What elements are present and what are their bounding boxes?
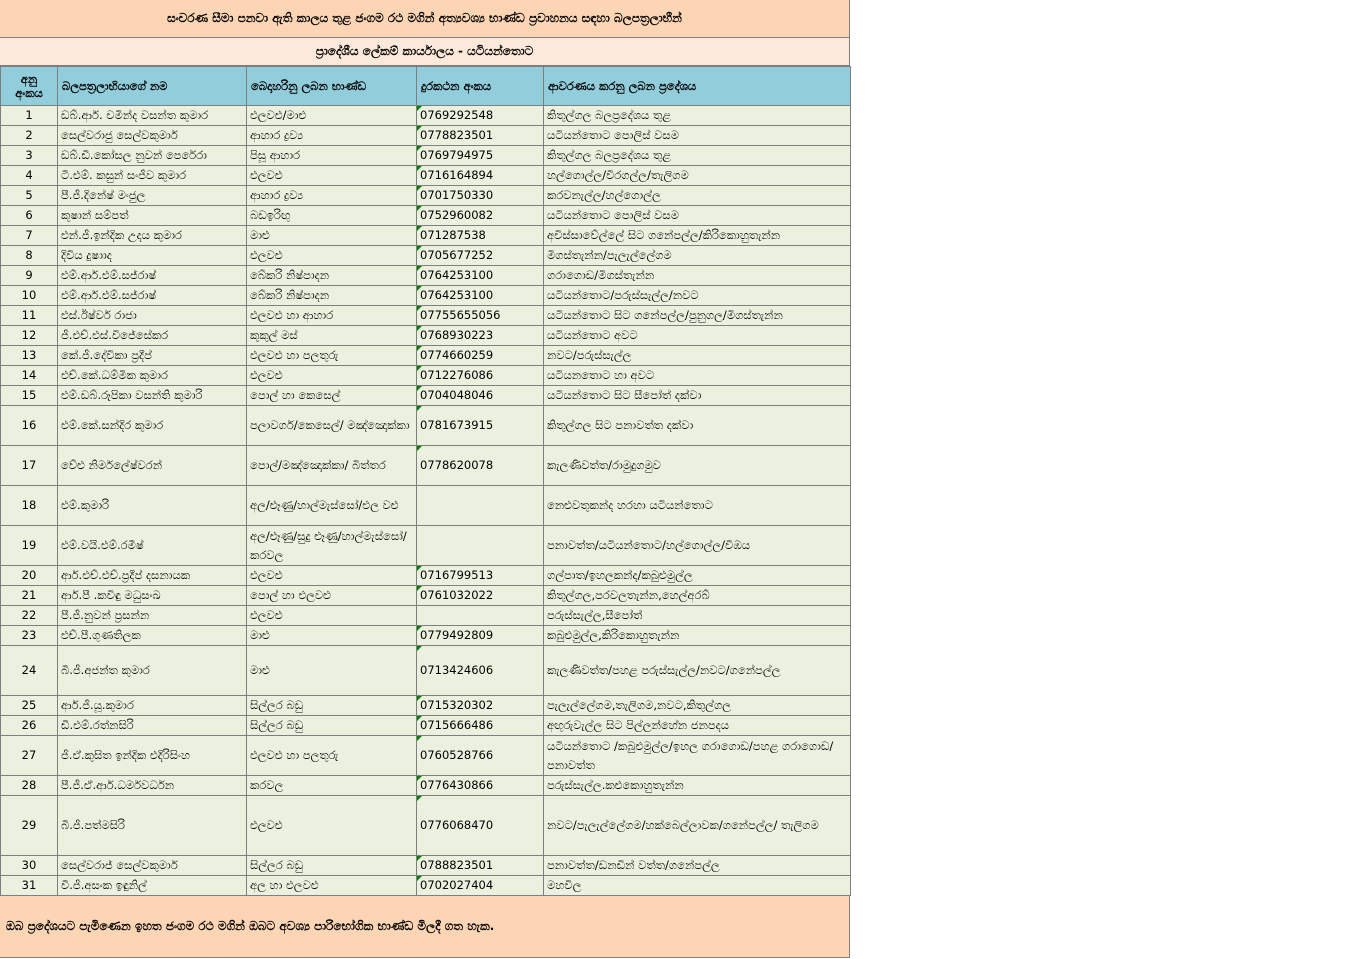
- cell-goods: අල/ළූණු/සුදු ළූණු/හාල්මැස්සෝ/කරවල: [247, 526, 417, 566]
- cell-area: පැලැල්ලේගම,තැලිගම,නවට,කිතුල්ගල: [544, 696, 851, 716]
- cell-goods: ආහාර ද්‍රව්‍ය: [247, 186, 417, 206]
- cell-area: පනාවත්ත/යටියන්තොට/හල්ගොල්ල/විඹය: [544, 526, 851, 566]
- table-row: [1, 226, 851, 246]
- cell-name: එච්.පී.ගුණතිලක: [58, 626, 247, 646]
- cell-goods: එලවළු: [247, 366, 417, 386]
- cell-goods: එලවළු: [247, 796, 417, 856]
- table-row: [1, 626, 851, 646]
- cell-name: ඩී.එම්.රත්නසිරි: [58, 716, 247, 736]
- cell-phone: 0764253100: [417, 286, 544, 306]
- cell-goods: මාළු: [247, 626, 417, 646]
- header-area: ආවරණය කරනු ලබන ප්‍රදේශය: [544, 67, 851, 106]
- cell-name: ඩබ්.ආර්. චමින්ද වසන්ත කුමාර: [58, 106, 247, 126]
- cell-name: සෙල්වරාජ් සෙල්වකුමාර්: [58, 856, 247, 876]
- header-serial-no-line1: අනු: [20, 72, 38, 86]
- table-row: [1, 856, 851, 876]
- cell-serial-no: 17: [1, 446, 58, 486]
- cell-serial-no: 3: [1, 146, 58, 166]
- cell-phone: [417, 526, 544, 566]
- table-row: [1, 586, 851, 606]
- header-serial-no-line2: අංකය: [15, 86, 43, 100]
- cell-phone: 0702027404: [417, 876, 544, 896]
- cell-phone: 0715320302: [417, 696, 544, 716]
- table-row: [1, 326, 851, 346]
- cell-goods: එලවළු: [247, 606, 417, 626]
- cell-name: එම්.ඩබ්.රූපිකා වසන්ති කුමාරි: [58, 386, 247, 406]
- table-row: [1, 796, 851, 856]
- cell-serial-no: 19: [1, 526, 58, 566]
- cell-name: පී.ජී.නුවන් ප්‍රසන්න: [58, 606, 247, 626]
- table-row: [1, 526, 851, 566]
- cell-phone: 0769794975: [417, 146, 544, 166]
- cell-serial-no: 13: [1, 346, 58, 366]
- cell-phone: 0778620078: [417, 446, 544, 486]
- table-row: [1, 876, 851, 896]
- cell-name: කේ.ජී.දේවිකා ප්‍රදීප්: [58, 346, 247, 366]
- cell-phone: 0701750330: [417, 186, 544, 206]
- cell-phone: 0715666486: [417, 716, 544, 736]
- cell-area: කැලණිවත්ත/රාමුදුගමුව: [544, 446, 851, 486]
- cell-area: යටියන්තොට සිට ගනේපල්ල/පුනුගල/මිගස්තැන්න: [544, 306, 851, 326]
- table-row: [1, 736, 851, 776]
- sheet-subtitle: ප්‍රාදේශීය ලේකම් කාර්යාලය - යටියන්තොට: [0, 38, 850, 66]
- cell-area: නවට/පැලැල්ලේගම/හක්බෙල්ලාවක/ගනේපල්ල/ තැලිගම: [544, 796, 851, 856]
- table-row: [1, 166, 851, 186]
- cell-goods: එලවළු/මාළු: [247, 106, 417, 126]
- cell-goods: කරවල: [247, 776, 417, 796]
- cell-area: කබුළුමුල්ල,කිරිකොහුතැන්න: [544, 626, 851, 646]
- cell-area: කිතුල්ගල සිට පනාවත්ත දක්වා: [544, 406, 851, 446]
- cell-serial-no: 6: [1, 206, 58, 226]
- cell-goods: මාළු: [247, 226, 417, 246]
- cell-goods: මාළු: [247, 646, 417, 696]
- cell-goods: එලවළු හා ආහාර: [247, 306, 417, 326]
- cell-phone: 0781673915: [417, 406, 544, 446]
- cell-serial-no: 21: [1, 586, 58, 606]
- table-header-row: [1, 67, 851, 106]
- cell-goods: එලවළු: [247, 166, 417, 186]
- cell-name: කුෂාන් සම්පත්: [58, 206, 247, 226]
- cell-phone: 0778823501: [417, 126, 544, 146]
- table-row: [1, 486, 851, 526]
- cell-serial-no: 18: [1, 486, 58, 526]
- cell-area: මිගස්තැන්න/පැලැල්ලේගම: [544, 246, 851, 266]
- cell-name: එස්.ඊෂ්වර් රාජා: [58, 306, 247, 326]
- table-row: [1, 126, 851, 146]
- cell-serial-no: 2: [1, 126, 58, 146]
- cell-area: කිතුල්ගල,පරවලතැන්න,හෙල්අරබ්: [544, 586, 851, 606]
- cell-serial-no: 11: [1, 306, 58, 326]
- cell-goods: කුකුල් මස්: [247, 326, 417, 346]
- cell-phone: 0776068470: [417, 796, 544, 856]
- cell-phone: 0764253100: [417, 266, 544, 286]
- cell-name: එන්.ජී.ඉන්දික උදය කුමාර: [58, 226, 247, 246]
- table-row: [1, 286, 851, 306]
- cell-name: ටී.එම්. කසුන් සංජීව කුමාර: [58, 166, 247, 186]
- cell-name: එම්.ආර්.එම්.සජ්රාෂ්: [58, 266, 247, 286]
- table-row: [1, 696, 851, 716]
- cell-goods: පිසූ ආහාර: [247, 146, 417, 166]
- cell-goods: එලවළු: [247, 566, 417, 586]
- cell-serial-no: 7: [1, 226, 58, 246]
- cell-serial-no: 25: [1, 696, 58, 716]
- table-row: [1, 366, 851, 386]
- cell-serial-no: 23: [1, 626, 58, 646]
- cell-goods: සිල්ලර බඩු: [247, 716, 417, 736]
- cell-name: එම්.කුමාරි: [58, 486, 247, 526]
- table-row: [1, 206, 851, 226]
- cell-area: යටියනතොට හා අවට: [544, 366, 851, 386]
- cell-goods: බඩඉරිඟු: [247, 206, 417, 226]
- table-row: [1, 386, 851, 406]
- cell-phone: 0768930223: [417, 326, 544, 346]
- cell-serial-no: 9: [1, 266, 58, 286]
- table-row: [1, 346, 851, 366]
- cell-goods: එලවළු හා පලතුරු: [247, 736, 417, 776]
- cell-serial-no: 24: [1, 646, 58, 696]
- cell-serial-no: 12: [1, 326, 58, 346]
- cell-serial-no: 8: [1, 246, 58, 266]
- cell-name: වී.ජී.අසංක ඉඳුනිල්: [58, 876, 247, 896]
- cell-goods: බේකරි නිෂ්පාදන: [247, 266, 417, 286]
- cell-goods: එලවළු: [247, 246, 417, 266]
- cell-area: ගල්පාත/ඉහලකන්ද/කබුළුමුල්ල: [544, 566, 851, 586]
- cell-phone: [417, 486, 544, 526]
- cell-name: ආර්.එච්.එච්.ප්‍රදීප් දසනායක: [58, 566, 247, 586]
- cell-phone: [417, 606, 544, 626]
- header-phone: දුරකථන අංකය: [417, 67, 544, 106]
- cell-area: ගරාගොඩ/මිගස්තැන්න: [544, 266, 851, 286]
- cell-name: එම්.ආර්.එම්.සජ්රාෂ්: [58, 286, 247, 306]
- cell-area: කිතුල්ගල බලප්‍රදේශය තුළ: [544, 146, 851, 166]
- cell-name: බී.ජී.පත්මසිරි: [58, 796, 247, 856]
- cell-name: එම්.වයි.එම්.රමීෂ්: [58, 526, 247, 566]
- cell-phone: 0712276086: [417, 366, 544, 386]
- cell-goods: එලවළු හා පලතුරු: [247, 346, 417, 366]
- cell-serial-no: 30: [1, 856, 58, 876]
- cell-goods: සිල්ලර බඩු: [247, 856, 417, 876]
- table-row: [1, 186, 851, 206]
- cell-goods: අල හා එලවළු: [247, 876, 417, 896]
- cell-goods: පොල්/මඤ්ඤොක්කා/ බිත්තර: [247, 446, 417, 486]
- cell-serial-no: 28: [1, 776, 58, 796]
- cell-area: අඟුරුවැල්ල සිට පිල්ලන්හේන ජනපදය: [544, 716, 851, 736]
- cell-area: පරුස්සැල්ල.කළුකොහුතැන්න: [544, 776, 851, 796]
- cell-phone: 0761032022: [417, 586, 544, 606]
- cell-serial-no: 10: [1, 286, 58, 306]
- cell-phone: 0774660259: [417, 346, 544, 366]
- cell-area: යටියන්තොට පොලිස් වසම: [544, 126, 851, 146]
- header-serial-no: [1, 67, 58, 106]
- cell-serial-no: 14: [1, 366, 58, 386]
- table-row: [1, 146, 851, 166]
- table-row: [1, 266, 851, 286]
- cell-name: සෙල්වරාජු සෙල්වකුමාර්: [58, 126, 247, 146]
- cell-serial-no: 29: [1, 796, 58, 856]
- cell-area: යටියන්තොට සිට සීපෝත් දක්වා: [544, 386, 851, 406]
- cell-area: කිතුල්ගල බලප්‍රදේශය තුළ: [544, 106, 851, 126]
- cell-phone: 0760528766: [417, 736, 544, 776]
- table-row: [1, 606, 851, 626]
- header-name: බලපත්‍රලාභියාගේ නම: [58, 67, 247, 106]
- cell-phone: 0705677252: [417, 246, 544, 266]
- cell-serial-no: 26: [1, 716, 58, 736]
- cell-serial-no: 31: [1, 876, 58, 896]
- cell-goods: බේකරි නිෂ්පාදන: [247, 286, 417, 306]
- cell-area: කරවනැල්ල/හල්ගොල්ල: [544, 186, 851, 206]
- cell-area: යටියන්තොට අවට: [544, 326, 851, 346]
- cell-phone: 0779492809: [417, 626, 544, 646]
- sheet-footer-note: ඔබ ප්‍රදේශයට පැමිණෙන ඉහත ජංගම රථ මගින් ඔබට අවශ්‍ය පාරිභෝගික භාණ්ඩ මිලදී ගත හැක.: [0, 896, 850, 958]
- cell-goods: සිල්ලර බඩු: [247, 696, 417, 716]
- cell-area: යටියන්තොට පොලිස් වසම: [544, 206, 851, 226]
- cell-name: ආර්.ජී.යූ.කුමාර: [58, 696, 247, 716]
- cell-name: ජී.ඒ.කුසිත ඉන්දික එදිරිසිංහ: [58, 736, 247, 776]
- table-row: [1, 446, 851, 486]
- table-row: [1, 646, 851, 696]
- cell-serial-no: 15: [1, 386, 58, 406]
- cell-area: නවට/පරුස්සැල්ල: [544, 346, 851, 366]
- cell-goods: පලාවර්ග/කෙසෙල්/ මඤ්ඤොක්කා: [247, 406, 417, 446]
- cell-goods: අල/ළූණු/හාල්මැස්සෝ/එල වළු: [247, 486, 417, 526]
- table-row: [1, 776, 851, 796]
- cell-serial-no: 1: [1, 106, 58, 126]
- cell-area: මහවිල: [544, 876, 851, 896]
- cell-goods: පොල් හා කෙසෙල්: [247, 386, 417, 406]
- table-row: [1, 566, 851, 586]
- cell-area: නෙළුවතුකන්ද හරහා යටියන්තොට: [544, 486, 851, 526]
- cell-serial-no: 22: [1, 606, 58, 626]
- cell-serial-no: 4: [1, 166, 58, 186]
- cell-name: පී.ජී.දිනේෂ් මංජුල: [58, 186, 247, 206]
- cell-name: වේළු නිර්මලේෂ්වරන්: [58, 446, 247, 486]
- sheet-title: සංචරණ සීමා පනවා ඇති කාලය තුළ ජංගම රථ මගින් අත්‍යවශ්‍ය භාණ්ඩ ප්‍රවාහනය සඳහා බලපත්‍රලාභීන්: [0, 0, 850, 38]
- table-row: [1, 406, 851, 446]
- header-goods: බෙදාහරිනු ලබන භාණ්ඩ: [247, 67, 417, 106]
- cell-name: පී.ජී.ඒ.ආර්.ධර්මවර්ධන: [58, 776, 247, 796]
- cell-phone: 0769292548: [417, 106, 544, 126]
- cell-name: එම්.කේ.සන්දිර කුමාර: [58, 406, 247, 446]
- licensee-table: [0, 66, 851, 896]
- cell-goods: පොල් හා එලවළු: [247, 586, 417, 606]
- table-row: [1, 106, 851, 126]
- cell-area: අවිස්සාවේල්ලේ සිට ගනේපල්ල/කිරිකොහුතැන්න: [544, 226, 851, 246]
- table-row: [1, 246, 851, 266]
- cell-phone: 0713424606: [417, 646, 544, 696]
- table-row: [1, 306, 851, 326]
- cell-area: පනාවත්ත/ඩනඩින් වත්ත/ගනේපල්ල: [544, 856, 851, 876]
- cell-phone: 071287538: [417, 226, 544, 246]
- cell-area: හල්ගොල්ල/විරගල්ල/තැලිගම: [544, 166, 851, 186]
- cell-area: කැලණිවත්ත/පහළ පරුස්සැල්ල/නවට/ගනේපල්ල: [544, 646, 851, 696]
- cell-area: යටියන්තොට/පරුස්සැල්ල/නවට: [544, 286, 851, 306]
- table-row: [1, 716, 851, 736]
- cell-phone: 0752960082: [417, 206, 544, 226]
- cell-phone: 07755655056: [417, 306, 544, 326]
- cell-goods: ආහාර ද්‍රව්‍ය: [247, 126, 417, 146]
- cell-name: ඩබ්.ඩී.කෝසල නුවන් පෙරේරා: [58, 146, 247, 166]
- cell-phone: 0704048046: [417, 386, 544, 406]
- cell-name: ආර්.පී .කවිඳු මධුසංඛ: [58, 586, 247, 606]
- cell-serial-no: 5: [1, 186, 58, 206]
- cell-name: එච්.කේ.ධම්මික කුමාර: [58, 366, 247, 386]
- cell-area: පරුස්සැල්ල,සීපෝත්: [544, 606, 851, 626]
- cell-serial-no: 16: [1, 406, 58, 446]
- cell-name: ජී.එච්.එස්.විජේසේකර: [58, 326, 247, 346]
- cell-phone: 0776430866: [417, 776, 544, 796]
- cell-area: යටියන්තොට /කබුළුමුල්ල/ඉහල ගරාගොඩ/පහළ ගරාගොඩ/පනාවත්ත: [544, 736, 851, 776]
- cell-serial-no: 27: [1, 736, 58, 776]
- cell-serial-no: 20: [1, 566, 58, 586]
- cell-phone: 0716799513: [417, 566, 544, 586]
- cell-name: බී.ජී.අජන්ත කුමාර: [58, 646, 247, 696]
- cell-name: දිවිය දුෂාාද: [58, 246, 247, 266]
- cell-phone: 0788823501: [417, 856, 544, 876]
- cell-phone: 0716164894: [417, 166, 544, 186]
